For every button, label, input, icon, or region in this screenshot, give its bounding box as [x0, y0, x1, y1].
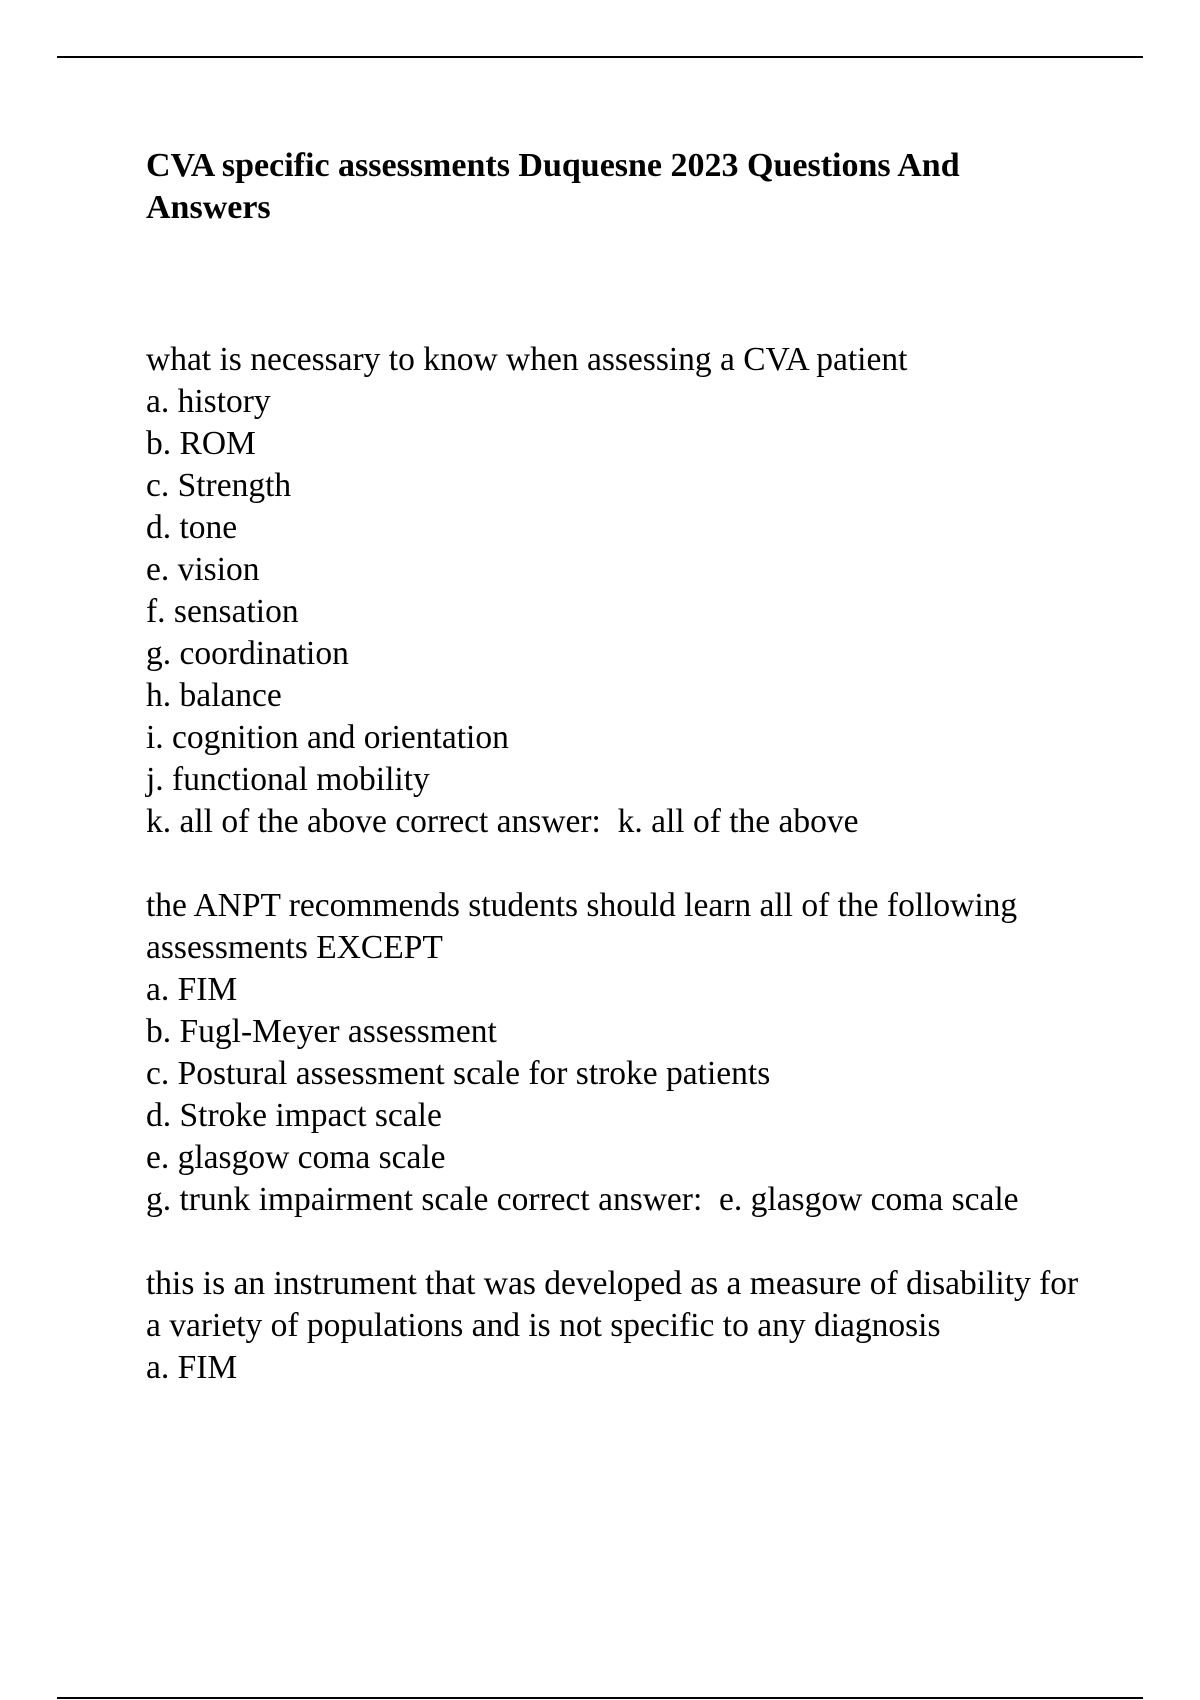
question-block-3: [146, 1263, 1086, 1389]
question-text: this is an instrument that was developed as a measure of disability for a variety of populations and is not specific to any diagnosis: [146, 1265, 1079, 1344]
option-item: d. tone: [146, 509, 238, 546]
option-item: h. balance: [146, 677, 282, 714]
question-text: what is necessary to know when assessing a CVA patient: [146, 341, 908, 378]
option-item: e. vision: [146, 551, 260, 588]
document-title: CVA specific assessments Duquesne 2023 Questions And Answers: [146, 147, 960, 226]
option-item: b. Fugl-Meyer assessment: [146, 1013, 497, 1050]
option-item: k. all of the above: [146, 803, 387, 840]
answer-text: e. glasgow coma scale: [719, 1181, 1019, 1218]
option-item: e. glasgow coma scale: [146, 1139, 446, 1176]
answer-label: correct answer:: [395, 803, 601, 840]
question-text: the ANPT recommends students should learn all of the following assessments EXCEPT: [146, 887, 1018, 966]
option-item: f. sensation: [146, 593, 299, 630]
option-item: a. FIM: [146, 971, 238, 1008]
option-item: a. FIM: [146, 1349, 238, 1386]
option-with-answer: [146, 1179, 1086, 1221]
question-block-2: [146, 885, 1086, 1221]
answer-text: k. all of the above: [617, 803, 859, 840]
option-item: c. Postural assessment scale for stroke patients: [146, 1055, 771, 1092]
option-item: c. Strength: [146, 467, 292, 504]
top-rule: [57, 56, 1143, 58]
bottom-rule: [57, 1697, 1143, 1699]
option-item: g. coordination: [146, 635, 349, 672]
document-body: [146, 145, 1086, 1389]
option-item: a. history: [146, 383, 271, 420]
question-block-1: [146, 339, 1086, 843]
option-with-answer: [146, 801, 1086, 843]
option-item: j. functional mobility: [146, 761, 430, 798]
option-item: i. cognition and orientation: [146, 719, 509, 756]
answer-label: correct answer:: [496, 1181, 703, 1218]
option-item: d. Stroke impact scale: [146, 1097, 442, 1134]
option-item: g. trunk impairment scale: [146, 1181, 489, 1218]
option-item: b. ROM: [146, 425, 256, 462]
